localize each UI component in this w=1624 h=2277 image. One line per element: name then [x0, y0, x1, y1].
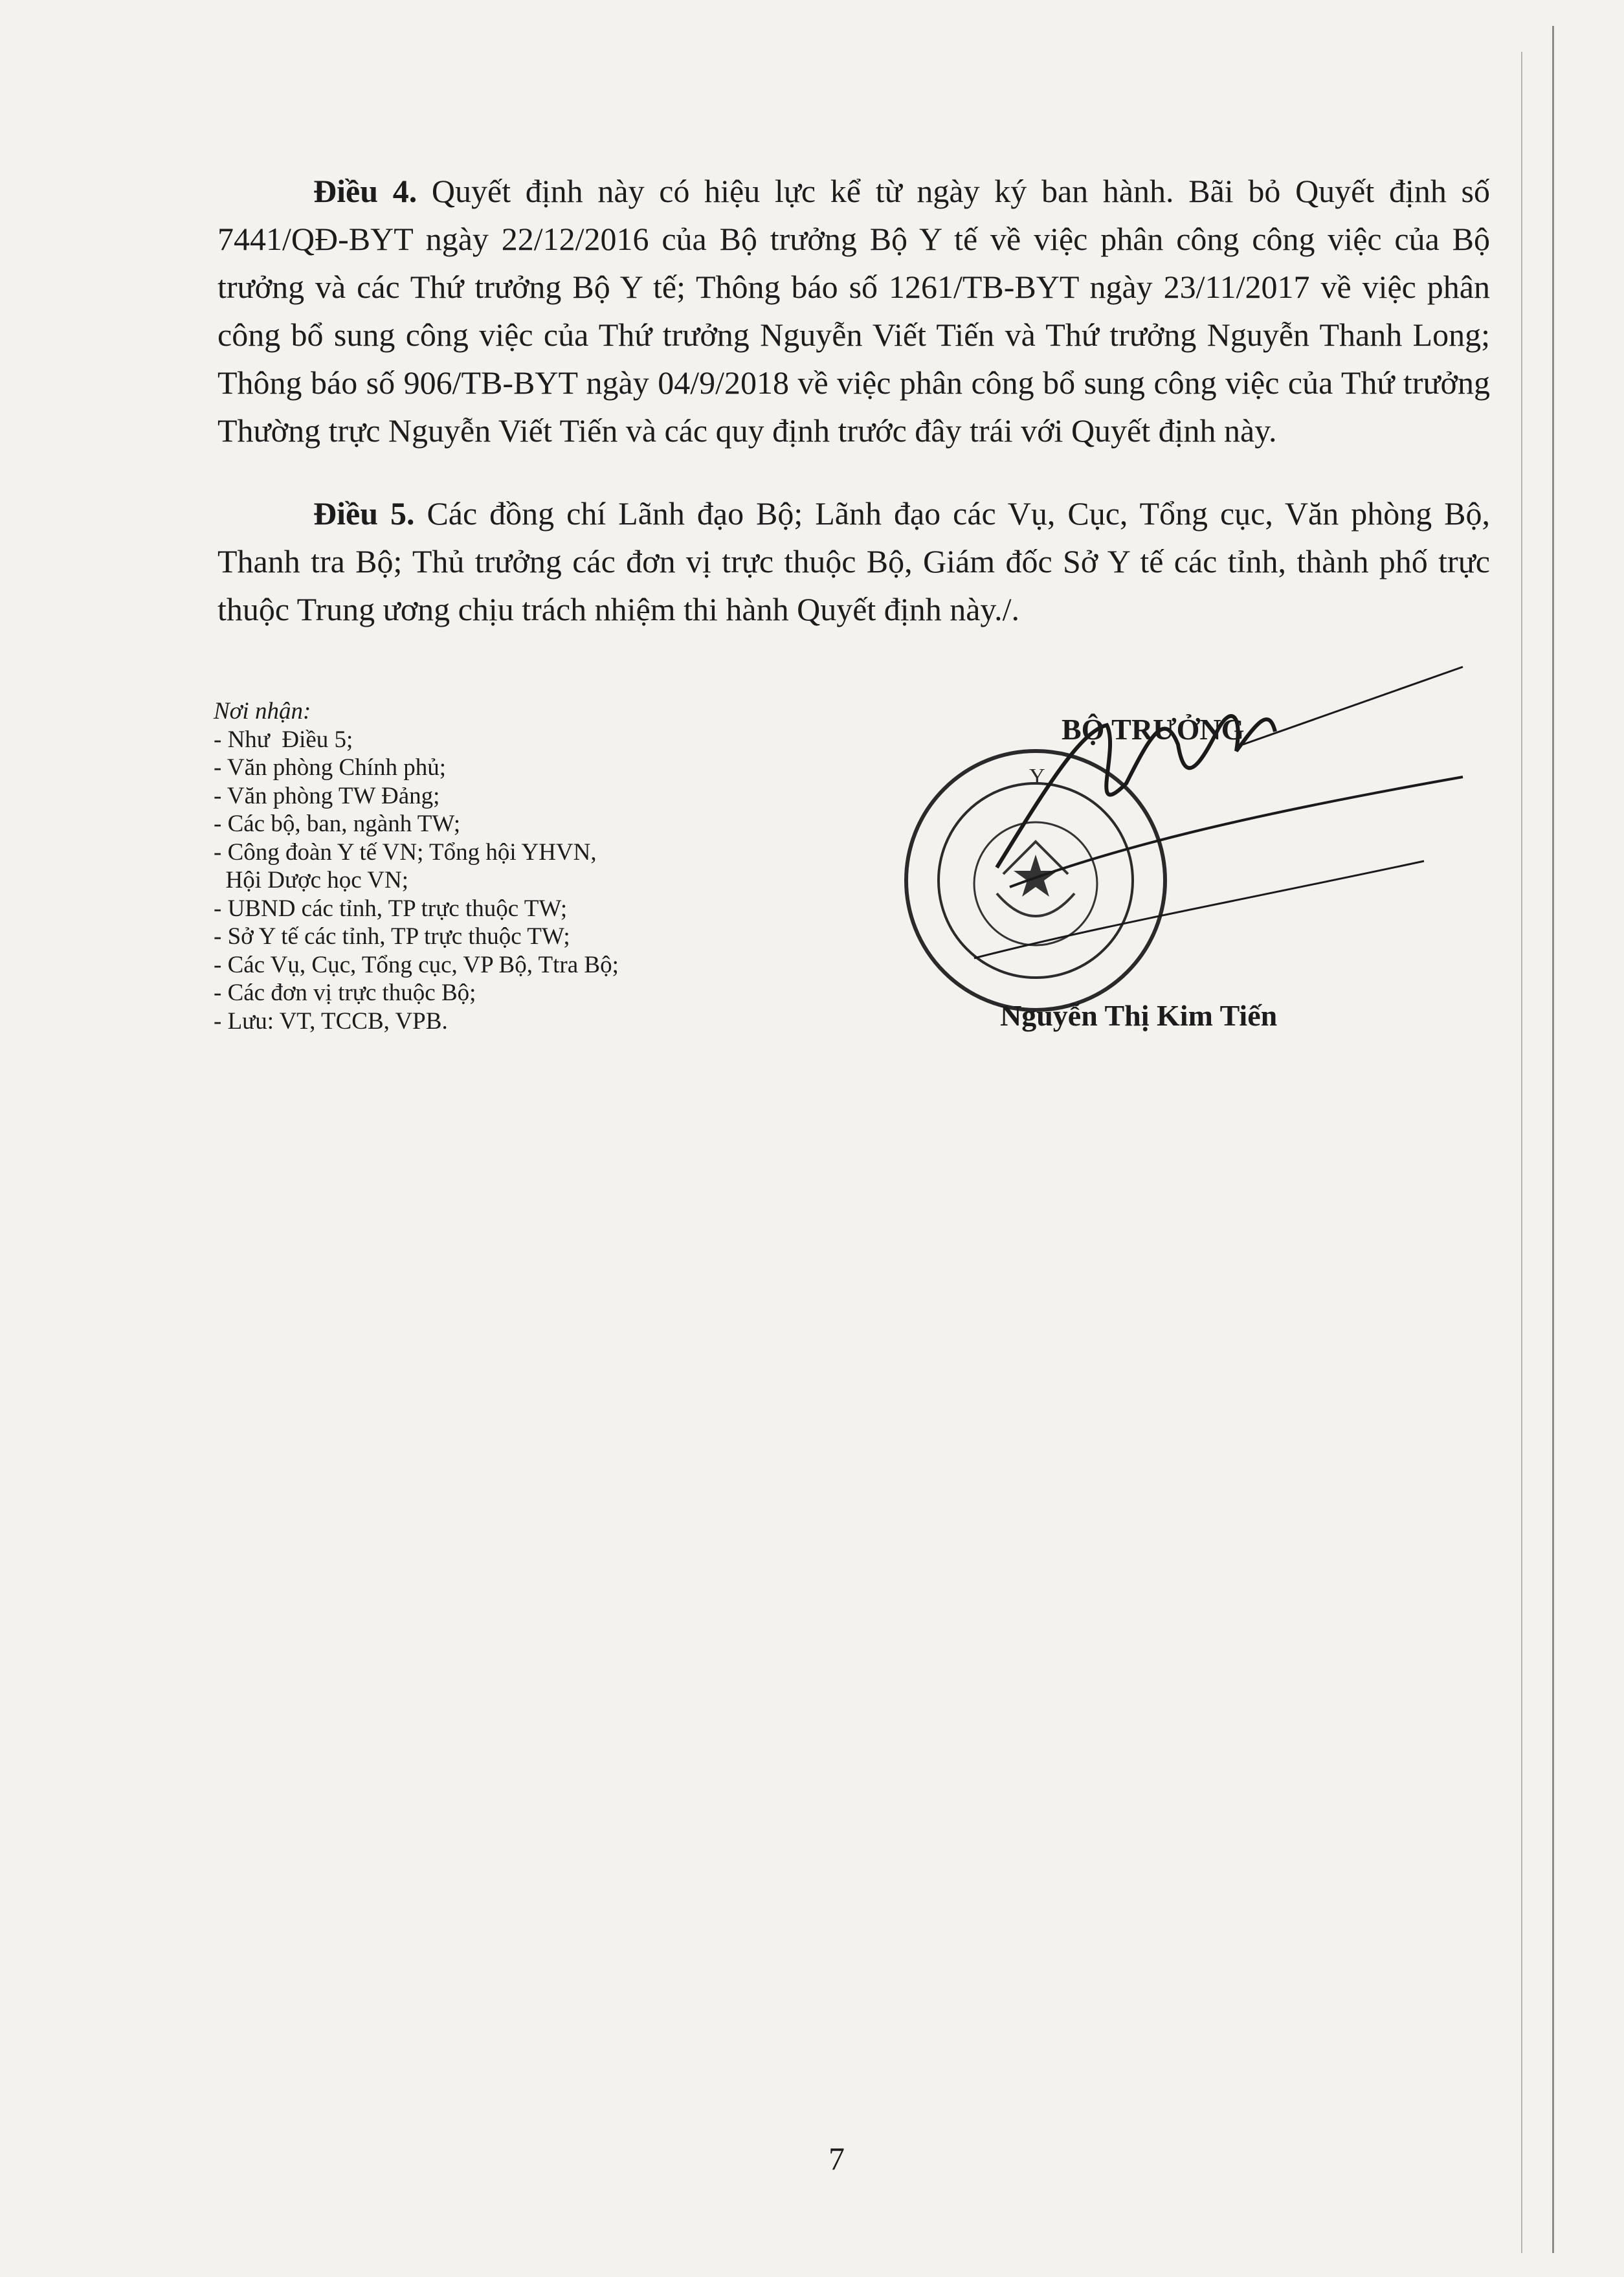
recipient-item: - Công đoàn Y tế VN; Tổng hội YHVN,: [214, 838, 597, 866]
article-5: [217, 489, 1490, 633]
signer-name: Nguyễn Thị Kim Tiến: [1000, 999, 1278, 1032]
handwritten-signature: [971, 654, 1489, 1016]
article-5-text: Các đồng chí Lãnh đạo Bộ; Lãnh đạo các Vụ, Cục, Tổng cục, Văn phòng Bộ, Thanh tra Bộ; Thủ trưởng các đơn vị trực thuộc Bộ, Giám đốc Sở Y tế các tỉnh, thành phố trực thuộc Trung ương chịu trách nhiệm thi hành Quyết định này./.: [217, 495, 1491, 627]
recipient-item: - Văn phòng Chính phủ;: [214, 754, 447, 781]
recipient-item: Hội Dược học VN;: [214, 867, 408, 893]
seal-letter: Y: [1029, 765, 1045, 789]
signer-title: BỘ TRƯỞNG: [1062, 713, 1245, 746]
recipient-item: - Các Vụ, Cục, Tổng cục, VP Bộ, Ttra Bộ;: [214, 951, 619, 978]
recipient-item: - Các đơn vị trực thuộc Bộ;: [214, 980, 476, 1006]
recipient-item: - UBND các tỉnh, TP trực thuộc TW;: [214, 895, 568, 922]
scan-edge-line: [1552, 26, 1554, 2253]
article-4-label: Điều 4.: [313, 173, 417, 209]
page-number: 7: [829, 2140, 845, 2177]
scan-edge-line-inner: [1521, 52, 1522, 2253]
recipients-block: [214, 697, 796, 1035]
recipient-item: - Các bộ, ban, ngành TW;: [214, 811, 461, 837]
recipient-item: - Văn phòng TW Đảng;: [214, 782, 440, 809]
article-4-text: Quyết định này có hiệu lực kể từ ngày ký ban hành. Bãi bỏ Quyết định số 7441/QĐ-BYT ngày 22/12/2016 của Bộ trưởng Bộ Y tế về việc phân công công việc của Bộ trưởng và các Thứ trưởng Bộ Y tế; Thông báo số 1261/TB-BYT ngày 23/11/2017 về việc phân công bổ sung công việc của Thứ trưởng Nguyễn Viết Tiến và Thứ trưởng Nguyễn Thanh Long; Thông báo số 906/TB-BYT ngày 04/9/2018 về việc phân công bổ sung công việc của Thứ trưởng Thường trực Nguyễn Viết Tiến và các quy định trước đây trái với Quyết định này.: [217, 173, 1490, 449]
recipient-item: - Sở Y tế các tỉnh, TP trực thuộc TW;: [214, 923, 570, 950]
recipient-item: - Lưu: VT, TCCB, VPB.: [214, 1007, 448, 1035]
recipients-title: Nơi nhận:: [214, 698, 311, 724]
recipient-item: - Như Điều 5;: [214, 726, 353, 753]
recipients-list: [214, 726, 796, 1036]
article-5-label: Điều 5.: [313, 495, 415, 532]
article-4: [217, 167, 1490, 454]
